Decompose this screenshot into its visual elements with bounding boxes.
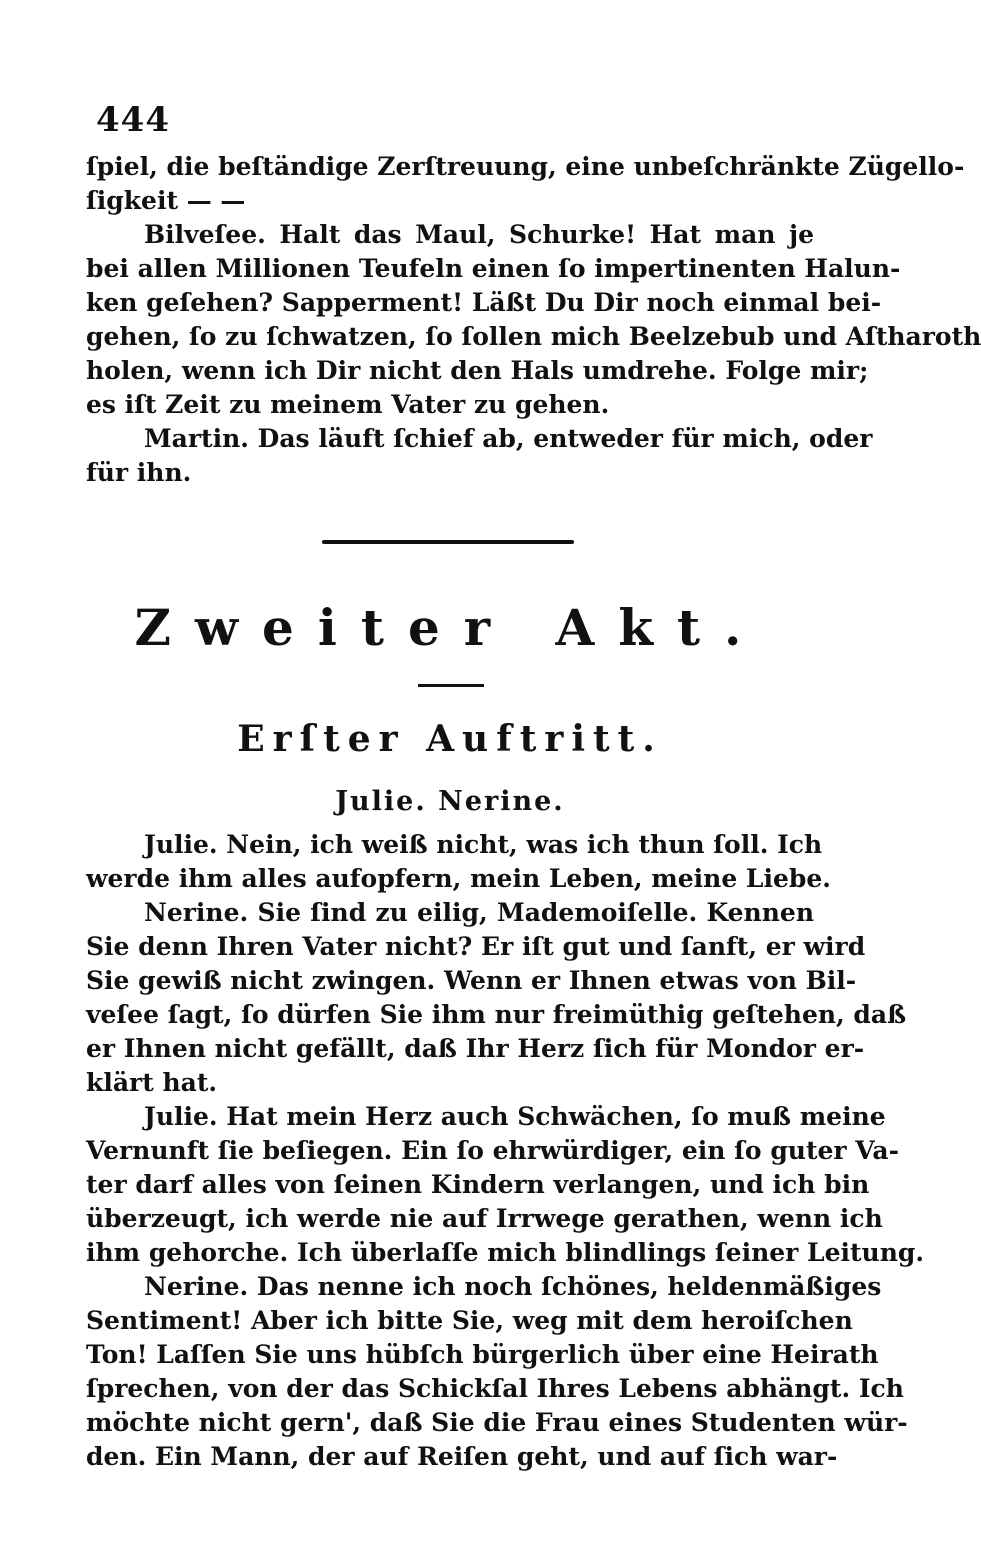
text-line: Ton! Laſſen Sie uns hübſch bürgerlich über eine Heirath — [86, 1340, 879, 1369]
text-line: ken geſehen? Sapperment! Läßt Du Dir noch einmal bei- — [86, 288, 882, 317]
top-text-block — [86, 150, 981, 490]
text-line: veſee ſagt, ſo dürfen Sie ihm nur freimüthig geſtehen, daß — [86, 1000, 907, 1029]
text-line: überzeugt, ich werde nie auf Irrwege gerathen, wenn ich — [86, 1204, 883, 1233]
text-line: Julie. Nein, ich weiß nicht, was ich thun ſoll. Ich — [144, 830, 823, 859]
section-divider — [322, 540, 574, 544]
text-line: werde ihm alles aufopfern, mein Leben, meine Liebe. — [86, 864, 831, 893]
text-line: Julie. Hat mein Herz auch Schwächen, ſo muß meine — [144, 1102, 886, 1131]
text-line: ter darf alles von ſeinen Kindern verlangen, und ich bin — [86, 1170, 870, 1199]
page-number: 444 — [96, 100, 170, 140]
text-line: für ihn. — [86, 458, 192, 487]
scene-title: Erſter Auftritt. — [237, 718, 663, 760]
text-line: es iſt Zeit zu meinem Vater zu gehen. — [86, 390, 610, 419]
text-line: ihm gehorche. Ich überlaſſe mich blindlings ſeiner Leitung. — [86, 1238, 925, 1267]
body-text-block — [86, 828, 925, 1474]
text-line: Vernunft ſie beſiegen. Ein ſo ehrwürdiger, ein ſo guter Va- — [86, 1136, 899, 1165]
text-line: holen, wenn ich Dir nicht den Hals umdrehe. Folge mir; — [86, 356, 869, 385]
title-divider — [418, 684, 484, 687]
text-line: ſpiel, die beſtändige Zerſtreuung, eine unbeſchränkte Zügello- — [86, 152, 965, 181]
text-line: klärt hat. — [86, 1068, 218, 1097]
text-line: ſprechen, von der das Schickſal Ihres Lebens abhängt. Ich — [86, 1374, 904, 1403]
text-line: den. Ein Mann, der auf Reiſen geht, und auf ſich war- — [86, 1442, 838, 1471]
text-line: Sentiment! Aber ich bitte Sie, weg mit dem heroiſchen — [86, 1306, 853, 1335]
act-title: Zweiter Akt. — [134, 598, 766, 657]
text-line: ſigkeit — — — [86, 186, 246, 215]
text-line: Bilveſee. Halt das Maul, Schurke! Hat man je — [144, 220, 814, 249]
text-line: Nerine. Das nenne ich noch ſchönes, heldenmäßiges — [144, 1272, 882, 1301]
text-line: er Ihnen nicht gefällt, daß Ihr Herz ſich für Mondor er- — [86, 1034, 865, 1063]
text-line: möchte nicht gern', daß Sie die Frau eines Studenten wür- — [86, 1408, 908, 1437]
scene-characters: Julie. Nerine. — [335, 786, 565, 817]
text-line: Sie gewiß nicht zwingen. Wenn er Ihnen etwas von Bil- — [86, 966, 857, 995]
text-line: Sie denn Ihren Vater nicht? Er iſt gut und ſanft, er wird — [86, 932, 866, 961]
text-line: Nerine. Sie ſind zu eilig, Mademoiſelle. Kennen — [144, 898, 814, 927]
text-line: bei allen Millionen Teufeln einen ſo impertinenten Halun- — [86, 254, 901, 283]
text-line: Martin. Das läuft ſchief ab, entweder für mich, oder — [144, 424, 873, 453]
text-line: gehen, ſo zu ſchwatzen, ſo ſollen mich Beelzebub und Aſtharoth — [86, 322, 981, 351]
